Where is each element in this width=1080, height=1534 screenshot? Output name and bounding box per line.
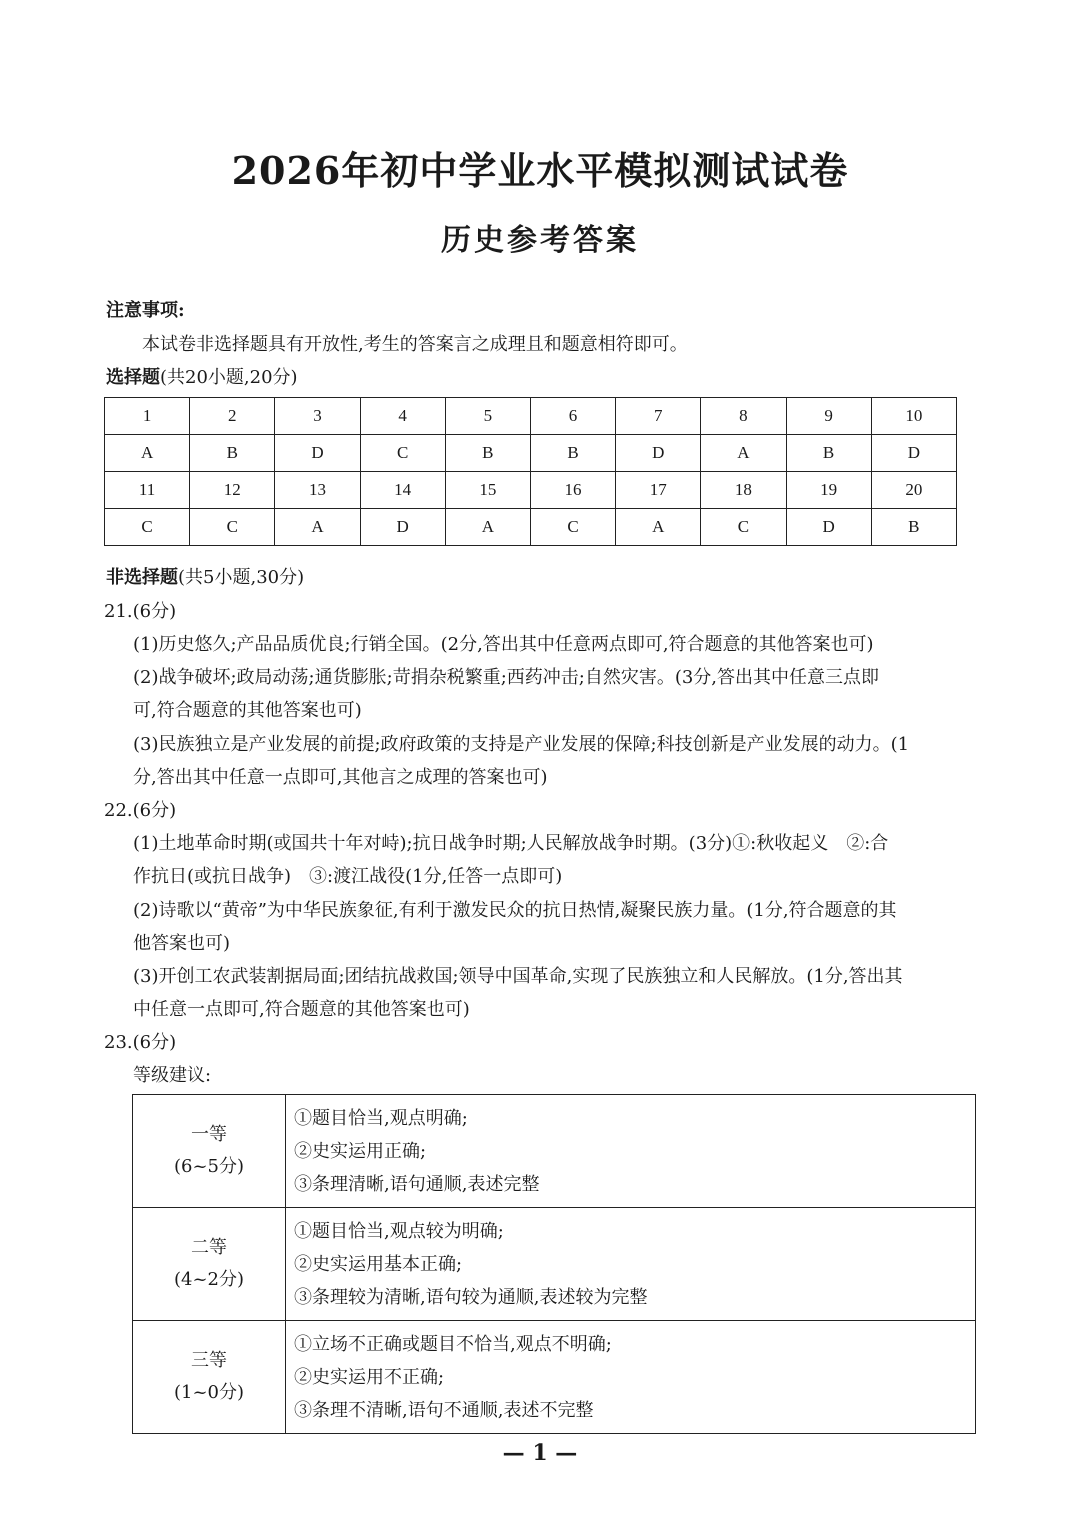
question-number-cell: 19: [786, 472, 871, 509]
question-number-cell: 16: [530, 472, 615, 509]
question-number-cell: 3: [275, 398, 360, 435]
answer-table-row: [105, 472, 957, 509]
answer-cell: C: [105, 509, 190, 546]
answer-cell: B: [530, 435, 615, 472]
answer-cell: D: [275, 435, 360, 472]
answer-cell: B: [786, 435, 871, 472]
answer-cell: B: [190, 435, 275, 472]
question-number-cell: 8: [701, 398, 786, 435]
grade-row: [133, 1208, 976, 1321]
q22-part3-line2: 中任意一点即可,符合题意的其他答案也可): [133, 999, 470, 1020]
grade-score: (6~5分): [173, 1156, 245, 1177]
grade-level-cell: [133, 1208, 286, 1321]
answer-cell: C: [701, 509, 786, 546]
answer-table-row: [105, 509, 957, 546]
page-title: 2026年初中学业水平模拟测试试卷: [231, 148, 849, 193]
grade-criterion: ②史实运用不正确;: [294, 1366, 445, 1388]
answer-cell: C: [190, 509, 275, 546]
choice-heading-detail: (共20小题,20分): [160, 367, 298, 388]
question-number-cell: 1: [105, 398, 190, 435]
q21-part2-line1: (2)战争破坏;政局动荡;通货膨胀;苛捐杂税繁重;西药冲击;自然灾害。(3分,答出其中任意三点即: [133, 667, 880, 688]
page-number: — 1 —: [502, 1440, 578, 1466]
grade-level-cell: [133, 1321, 286, 1434]
answer-cell: A: [445, 509, 530, 546]
answer-cell: C: [530, 509, 615, 546]
grade-row: [133, 1095, 976, 1208]
grade-criterion: ③条理不清晰,语句不通顺,表述不完整: [294, 1399, 594, 1421]
grade-criteria-cell: [286, 1208, 976, 1321]
q22-part1-line1: (1)土地革命时期(或国共十年对峙);抗日战争时期;人民解放战争时期。(3分)①:秋收起义 ②:合: [133, 833, 889, 854]
q22-label: 22.(6分): [104, 800, 177, 821]
notice-heading: 注意事项:: [106, 300, 185, 321]
grade-criterion: ①题目恰当,观点明确;: [294, 1107, 468, 1129]
choice-heading-label: 选择题: [106, 367, 160, 388]
grade-table: [132, 1094, 976, 1434]
question-number-cell: 12: [190, 472, 275, 509]
answer-cell: D: [871, 435, 956, 472]
nonchoice-heading-detail: (共5小题,30分): [178, 567, 305, 588]
answer-cell: A: [275, 509, 360, 546]
grade-criterion: ②史实运用正确;: [294, 1140, 427, 1162]
q22-part1-line2: 作抗日(或抗日战争) ③:渡江战役(1分,任答一点即可): [133, 866, 563, 887]
grade-score: (1~0分): [173, 1382, 245, 1403]
answer-cell: A: [616, 509, 701, 546]
grade-level-cell: [133, 1095, 286, 1208]
choice-answer-table: [104, 397, 957, 546]
grade-criterion: ③条理较为清晰,语句较为通顺,表述较为完整: [294, 1286, 648, 1308]
q22-part2-line2: 他答案也可): [133, 933, 231, 954]
q22-part3-line1: (3)开创工农武装割据局面;团结抗战救国;领导中国革命,实现了民族独立和人民解放。(1分,答出其: [133, 966, 903, 987]
grade-row: [133, 1321, 976, 1434]
answer-cell: B: [445, 435, 530, 472]
q21-part3-line2: 分,答出其中任意一点即可,其他言之成理的答案也可): [133, 767, 548, 788]
question-number-cell: 7: [616, 398, 701, 435]
page-subtitle: 历史参考答案: [441, 223, 639, 258]
answer-cell: D: [786, 509, 871, 546]
q21-part2-line2: 可,符合题意的其他答案也可): [133, 700, 362, 721]
grade-criteria-cell: [286, 1095, 976, 1208]
question-number-cell: 14: [360, 472, 445, 509]
grade-score: (4~2分): [173, 1269, 245, 1290]
answer-cell: D: [360, 509, 445, 546]
question-number-cell: 18: [701, 472, 786, 509]
question-number-cell: 2: [190, 398, 275, 435]
question-number-cell: 15: [445, 472, 530, 509]
q21-label: 21.(6分): [104, 601, 177, 622]
grade-level: 三等: [191, 1350, 227, 1371]
q23-label: 23.(6分): [104, 1032, 177, 1053]
question-number-cell: 13: [275, 472, 360, 509]
question-number-cell: 20: [871, 472, 956, 509]
nonchoice-heading-label: 非选择题: [106, 567, 178, 588]
grade-level: 一等: [191, 1124, 227, 1145]
q23-grade-heading: 等级建议:: [133, 1065, 212, 1086]
grade-criteria-cell: [286, 1321, 976, 1434]
question-number-cell: 9: [786, 398, 871, 435]
question-number-cell: 10: [871, 398, 956, 435]
choice-heading: [106, 363, 298, 389]
grade-level: 二等: [191, 1237, 227, 1258]
grade-criterion: ①立场不正确或题目不恰当,观点不明确;: [294, 1333, 612, 1355]
q22-part2-line1: (2)诗歌以“黄帝”为中华民族象征,有利于激发民众的抗日热情,凝聚民族力量。(1分,符合题意的其: [133, 900, 897, 921]
answer-cell: A: [105, 435, 190, 472]
answer-table-row: [105, 435, 957, 472]
question-number-cell: 4: [360, 398, 445, 435]
notice-text: 本试卷非选择题具有开放性,考生的答案言之成理且和题意相符即可。: [142, 334, 688, 355]
nonchoice-heading: [106, 563, 304, 589]
q21-part1: (1)历史悠久;产品品质优良;行销全国。(2分,答出其中任意两点即可,符合题意的其他答案也可): [133, 634, 874, 655]
answer-table-row: [105, 398, 957, 435]
grade-criterion: ③条理清晰,语句通顺,表述完整: [294, 1173, 540, 1195]
grade-criterion: ②史实运用基本正确;: [294, 1253, 463, 1275]
question-number-cell: 11: [105, 472, 190, 509]
q21-part3-line1: (3)民族独立是产业发展的前提;政府政策的支持是产业发展的保障;科技创新是产业发展的动力。(1: [133, 734, 910, 755]
question-number-cell: 6: [530, 398, 615, 435]
answer-cell: B: [871, 509, 956, 546]
answer-cell: D: [616, 435, 701, 472]
grade-criterion: ①题目恰当,观点较为明确;: [294, 1220, 504, 1242]
question-number-cell: 17: [616, 472, 701, 509]
question-number-cell: 5: [445, 398, 530, 435]
answer-cell: A: [701, 435, 786, 472]
answer-cell: C: [360, 435, 445, 472]
